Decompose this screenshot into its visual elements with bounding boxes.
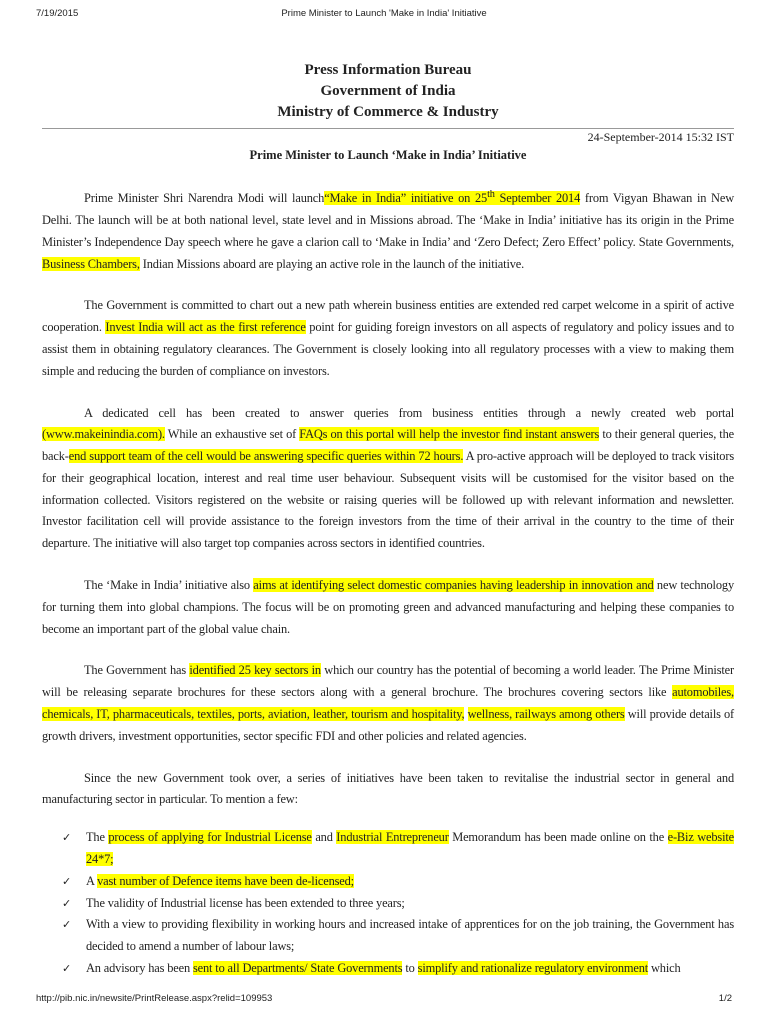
list-item: ✓ A vast number of Defence items have been de-licensed; — [42, 871, 734, 893]
print-page-title: Prime Minister to Launch 'Make in India' Initiative — [281, 8, 487, 19]
paragraph-4: The ‘Make in India’ initiative also aims at identifying select domestic companies having leadership in innovation and new technology for turning them into global champions. The focus will be on promoting green and advanced manufacturing and helping these companies to become an important part of the global value chain. — [42, 578, 734, 636]
release-dateline: 24-September-2014 15:32 IST — [587, 130, 734, 144]
checkmark-icon: ✓ — [62, 831, 72, 845]
org-line-ministry: Ministry of Commerce & Industry — [277, 104, 499, 120]
highlight: Business Chambers, — [42, 256, 140, 271]
press-release — [42, 60, 734, 980]
list-item: ✓ An advisory has been sent to all Departments/ State Governments to simplify and rationalize regulatory environment which — [42, 958, 734, 980]
highlight: wellness, railways among others — [467, 707, 625, 722]
highlight: Industrial Entrepreneur — [336, 830, 449, 845]
highlight: (www.makeinindia.com). — [42, 427, 165, 442]
highlight: process of applying for Industrial License — [108, 830, 312, 845]
checkmark-icon: ✓ — [62, 874, 72, 888]
paragraph-2: The Government is committed to chart out a new path wherein business entities are extended red carpet welcome in a spirit of active cooperation. Invest India will act as the first reference point for guiding foreign investors on all aspects of regulatory and policy issues and to assist them in obtaining regulatory clearances. The Government is closely looking into all regulatory processes with a view to making them simple and reducing the burden of compliance on investors. — [42, 298, 735, 378]
release-title: Prime Minister to Launch ‘Make in India’ Initiative — [249, 148, 527, 162]
highlight: end support team of the cell would be answering specific queries within 72 hours. — [68, 449, 464, 464]
list-item: ✓ The process of applying for Industrial License and Industrial Entrepreneur Memorandum has been made online on the e-Biz website 24*7; — [42, 827, 734, 871]
highlight: “Make in India” initiative on 25th September 2014 — [324, 189, 581, 206]
paragraph-5: The Government has identified 25 key sectors in which our country has the potential of becoming a world leader. The Prime Minister will be releasing separate brochures for these sectors along with a general brochure. The brochures covering sectors like automobiles, chemicals, IT, pharmaceuticals, textiles, ports, aviation, leather, tourism and hospitality, wellness, railways among others will provide details of growth drivers, investment opportunities, sector specific FDI and other policies and related agencies. — [42, 663, 734, 743]
highlight: FAQs on this portal will help the investor find instant answers — [299, 427, 600, 442]
highlight: Invest India will act as the first reference — [105, 320, 306, 335]
highlight: simplify and rationalize regulatory environment — [417, 961, 649, 976]
print-header — [36, 8, 732, 22]
initiatives-list — [42, 827, 734, 980]
checkmark-icon: ✓ — [62, 962, 72, 976]
list-item: ✓ With a view to providing flexibility in working hours and increased intake of apprentices for on the job training, the Government has decided to amend a number of labour laws; — [42, 914, 734, 958]
print-footer — [36, 993, 732, 1007]
paragraph-1: Prime Minister Shri Narendra Modi will launch“Make in India” initiative on 25th September 2014 from Vigyan Bhawan in New Delhi. The launch will be at both national level, state level and in Missions abroad. The ‘Make in India’ initiative has its origin in the Prime Minister’s Independence Day speech where he gave a clarion call to ‘Make in India’ and ‘Zero Defect; Zero Effect’ policy. State Governments, Business Chambers, Indian Missions aboard are playing an active role in the launch of the initiative. — [42, 189, 735, 271]
checkmark-icon: ✓ — [62, 896, 72, 910]
highlight: sent to all Departments/ State Governments — [192, 961, 403, 976]
highlight: automobiles, chemicals, IT, pharmaceuticals, textiles, ports, aviation, leather, tourism and hospitality, — [42, 685, 734, 722]
highlight: e-Biz website 24*7; — [86, 830, 735, 867]
org-block — [42, 60, 734, 123]
highlight: vast number of Defence items have been de-licensed; — [97, 873, 354, 888]
checkmark-icon: ✓ — [62, 918, 72, 932]
list-item: ✓ The validity of Industrial license has been extended to three years; — [42, 893, 734, 915]
divider — [42, 128, 734, 129]
paragraph-6: Since the new Government took over, a series of initiatives have been taken to revitalise the industrial sector in general and manufacturing sector in particular. To mention a few: — [42, 770, 734, 807]
highlight: identified 25 key sectors in — [189, 663, 321, 678]
page-number: 1/2 — [718, 993, 732, 1004]
print-date: 7/19/2015 — [36, 8, 79, 19]
paragraph-3: A dedicated cell has been created to answer queries from business entities through a newly created web portal (www.makeinindia.com). While an exhaustive set of FAQs on this portal will help the investor find instant answers to their general queries, the back-end support team of the cell would be answering specific queries within 72 hours. A pro-active approach will be deployed to track visitors for their geographical location, interest and real time user behaviour. Subsequent visits will be customised for the visitor based on the information collected. Visitors registered on the website or raising queries will be followed up with relevant information and newsletter. Investor facilitation cell will provide assistance to the foreign investors from the time of their arrival in the country to the time of their departure. The initiative will also target top companies across sectors in identified countries. — [42, 405, 734, 551]
org-line-government: Government of India — [320, 83, 456, 99]
highlight: aims at identifying select domestic companies having leadership in innovation and — [253, 578, 654, 593]
page-url: http://pib.nic.in/newsite/PrintRelease.aspx?relid=109953 — [36, 993, 273, 1004]
org-line-bureau: Press Information Bureau — [304, 62, 472, 78]
